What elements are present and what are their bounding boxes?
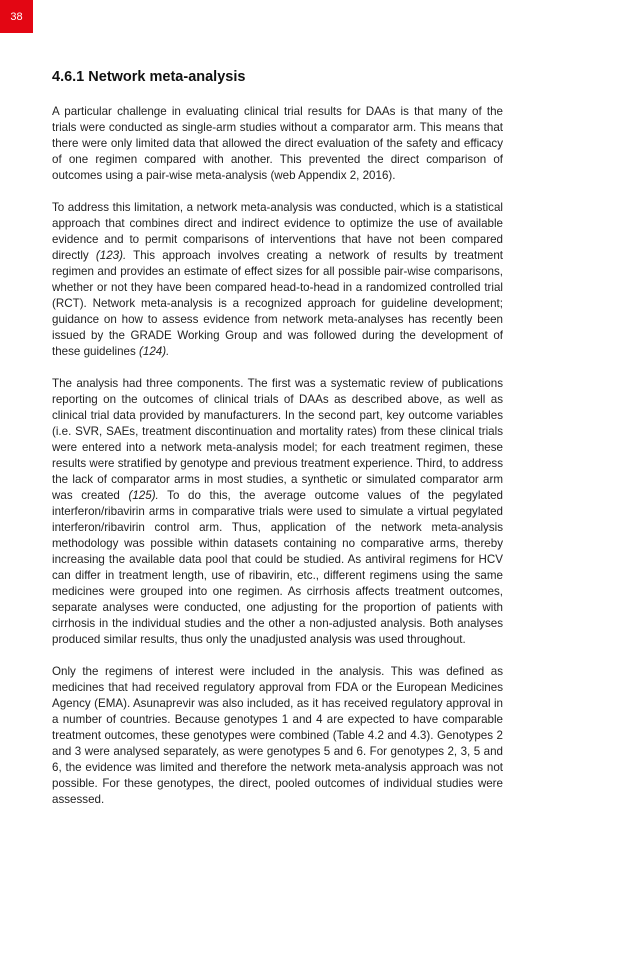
paragraph-3-text-a: The analysis had three components. The first was a systematic review of publications reporting on the outcomes of clinical trials of DAAs as described above, as well as clinical trial data provided by manufacturers. In the second part, key outcome variables (i.e. SVR, SAEs, treatment discontinuation and mortality rates) from these clinical trials were entered into a network meta-analysis model; for each treatment regimen, these results were stratified by genotype and previous treatment experience. Third, to address the lack of comparator arms in most studies, a synthetic or simulated comparator arm was created xyxy=(52,377,503,502)
page-number-tab xyxy=(0,0,33,33)
paragraph-2-text-a: To address this limitation, a network meta-analysis was conducted, which is a statistical approach that combines direct and indirect evidence to optimize the use of available evidence and to permit comparisons of interventions that have not been compared directly xyxy=(52,201,503,262)
section-heading: 4.6.1 Network meta-analysis xyxy=(52,69,246,85)
page-number: 38 xyxy=(10,10,23,23)
paragraph-1: A particular challenge in evaluating clinical trial results for DAAs is that many of the trials were conducted as single-arm studies without a comparator arm. This means that there were only limited data that allowed the direct evaluation of the safety and efficacy of one regimen compared with another. This prevented the direct comparison of outcomes using a pair-wise meta-analysis (web Appendix 2, 2016). xyxy=(52,105,503,182)
page-content xyxy=(52,68,503,824)
citation-125: (125). xyxy=(128,489,159,502)
paragraph-3 xyxy=(52,376,503,648)
citation-123: (123). xyxy=(95,249,127,262)
paragraph-2 xyxy=(52,200,503,360)
paragraph-4: Only the regimens of interest were included in the analysis. This was defined as medicines that had received regulatory approval from FDA or the European Medicines Agency (EMA). Asunaprevir was also included, as it has received regulatory approval in a number of countries. Because genotypes 1 and 4 are expected to have comparable treatment outcomes, these genotypes were combined (Table 4.2 and 4.3). Genotypes 2 and 3 were analysed separately, as were genotypes 5 and 6. For genotypes 2, 3, 5 and 6, the evidence was limited and therefore the network meta-analysis approach was not possible. For these genotypes, the direct, pooled outcomes of individual studies were assessed. xyxy=(52,665,503,806)
paragraph-3-text-b: To do this, the average outcome values of the pegylated interferon/ribavirin arms in comparative trials were used to simulate a virtual pegylated interferon/ribavirin control arm. Thus, application of the network meta-analysis methodology was possible within datasets containing no comparative arms, thereby increasing the available data pool that could be studied. As antiviral regimens for HCV can differ in treatment length, use of ribavirin, etc., different regimens using the same medicines were grouped into one regimen. As cirrhosis affects treatment outcomes, separate analyses were conducted, one adjusting for the proportion of patients with cirrhosis in the individual studies and the other a non-adjusted analysis. Both analyses produced similar results, thus only the unadjusted analysis was used throughout. xyxy=(52,489,503,646)
citation-124: (124). xyxy=(139,345,170,358)
paragraph-2-text-b: This approach involves creating a network of results by treatment regimen and provides an estimate of effect sizes for all possible pair-wise comparisons, whether or not they have been compared head-to-head in a randomized controlled trial (RCT). Network meta-analysis is a recognized approach for guideline development; guidance on how to assess evidence from network meta-analyses has recently been issued by the GRADE Working Group and was followed during the development of these guidelines xyxy=(52,249,503,358)
